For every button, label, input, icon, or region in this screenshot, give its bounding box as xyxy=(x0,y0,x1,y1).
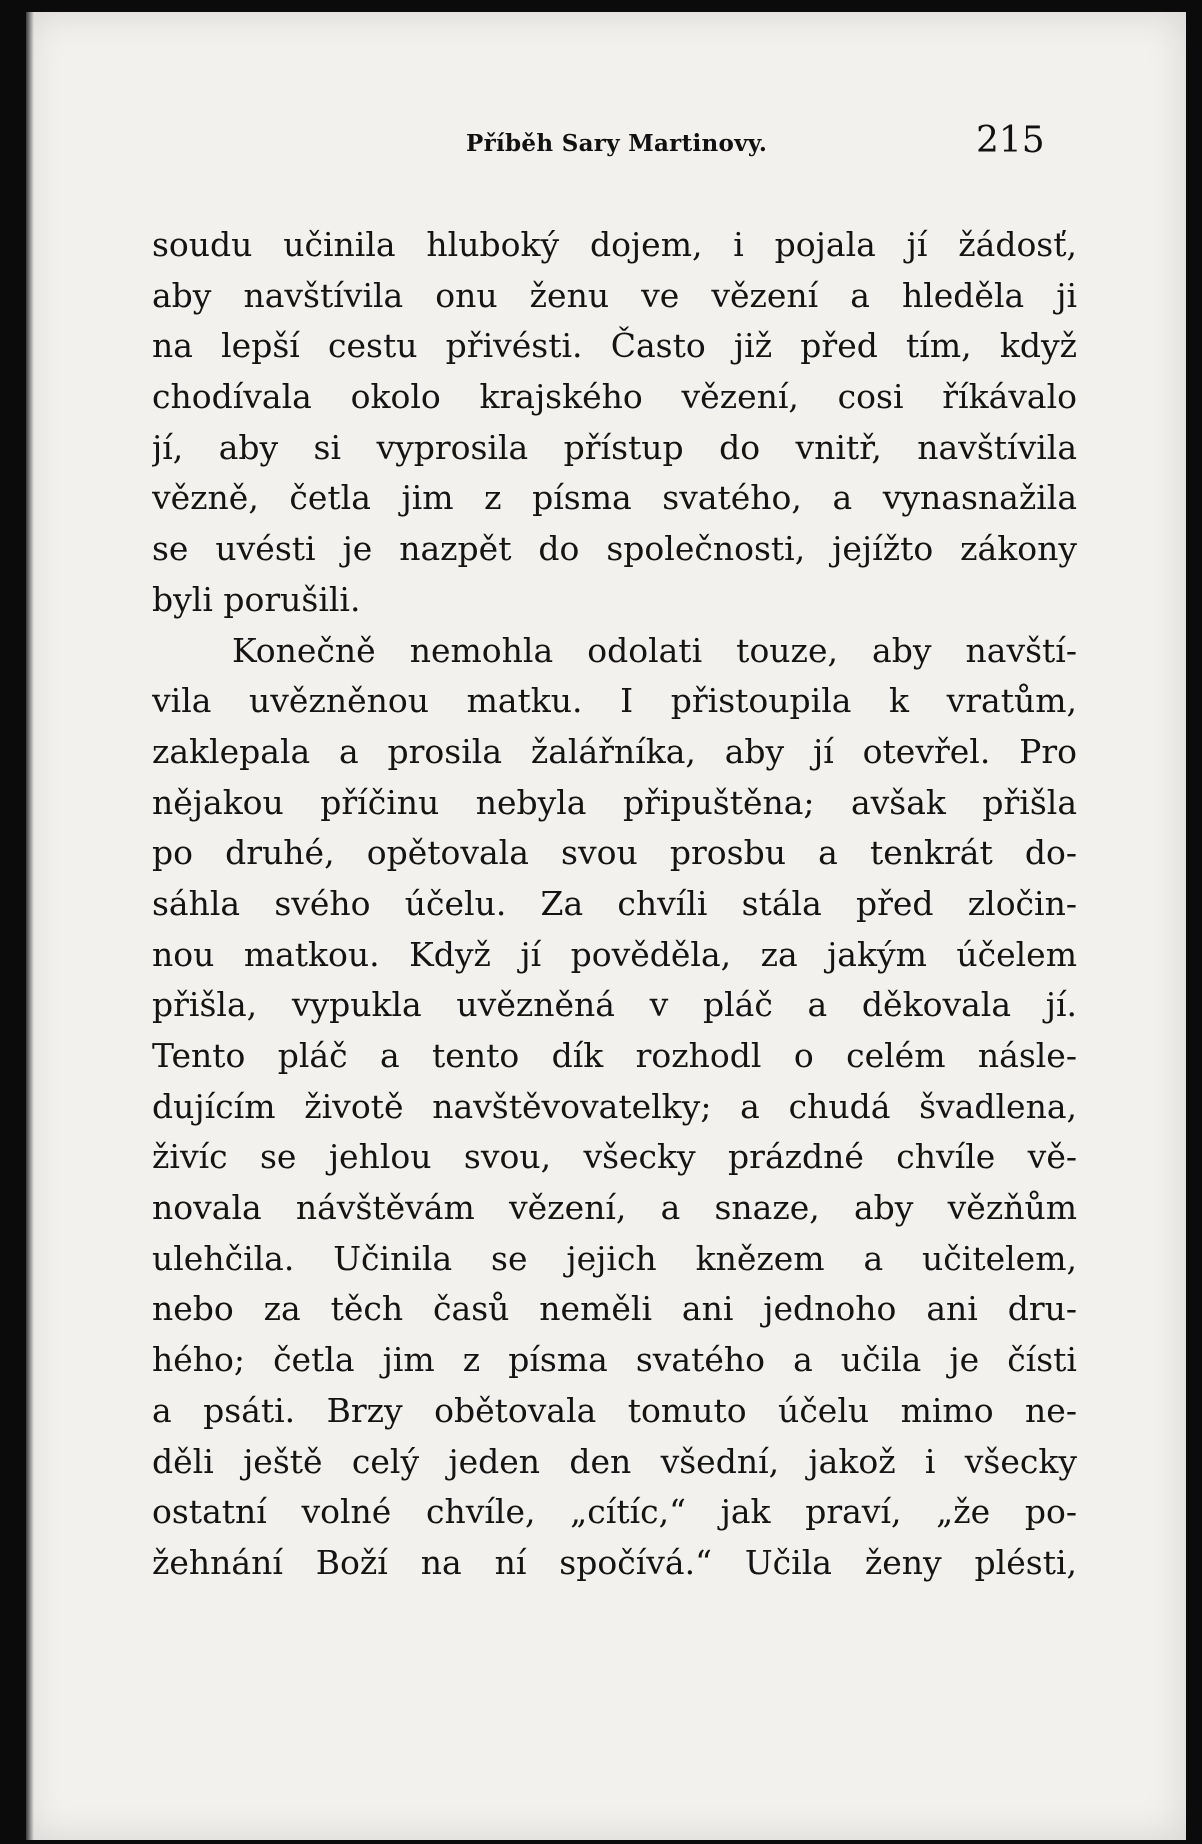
text-line: zaklepala a prosila žalářníka, aby jí otevřel. Pro xyxy=(152,731,1077,771)
text-line: vězně, četla jim z písma svatého, a vynasnažila xyxy=(152,478,1077,518)
text-line: po druhé, opětovala svou prosbu a tenkrát do- xyxy=(152,833,1077,873)
text-line: novala návštěvám vězení, a snaze, aby vězňům xyxy=(152,1188,1077,1228)
text-line: nějakou příčinu nebyla připuštěna; avšak přišla xyxy=(152,782,1077,822)
text-line: aby navštívila onu ženu ve vězení a hleděla ji xyxy=(152,275,1077,315)
text-line: nebo za těch časů neměli ani jednoho ani dru- xyxy=(152,1289,1077,1329)
text-line: a psáti. Brzy obětovala tomuto účelu mimo ne- xyxy=(152,1390,1077,1430)
text-line: ulehčila. Učinila se jejich knězem a učitelem, xyxy=(152,1238,1077,1278)
text-line: hého; četla jim z písma svatého a učila je čísti xyxy=(152,1340,1077,1380)
text-line: ostatní volné chvíle, „cítíc,“ jak praví, „že po- xyxy=(152,1492,1077,1532)
text-line: děli ještě celý jeden den všední, jakož i všecky xyxy=(152,1441,1077,1481)
text-line: přišla, vypukla uvězněná v pláč a děkovala jí. xyxy=(152,985,1077,1025)
text-line: vila uvězněnou matku. I přistoupila k vratům, xyxy=(152,681,1077,721)
text-line: dujícím životě navštěvovatelky; a chudá švadlena, xyxy=(152,1086,1077,1126)
book-page xyxy=(26,12,1186,1840)
text-line: nou matkou. Když jí pověděla, za jakým účelem xyxy=(152,934,1077,974)
text-line: byli porušili. xyxy=(152,579,361,619)
text-line: soudu učinila hluboký dojem, i pojala jí žádosť, xyxy=(152,225,1077,264)
text-line: Tento pláč a tento dík rozhodl o celém násle- xyxy=(152,1036,1077,1075)
text-line: žehnání Boží na ní spočívá.“ Učila ženy plésti, xyxy=(152,1542,1077,1582)
body-text xyxy=(152,220,1077,1589)
text-line: živíc se jehlou svou, všecky prázdné chvíle vě- xyxy=(152,1137,1077,1177)
running-title: Příběh Sary Martinovy. xyxy=(466,130,768,157)
text-line: Konečně nemohla odolati touze, aby navští- xyxy=(232,630,1077,670)
text-line: chodívala okolo krajského vězení, cosi říkávalo xyxy=(152,377,1077,417)
text-line: jí, aby si vyprosila přístup do vnitř, navštívila xyxy=(152,427,1077,467)
page-number: 215 xyxy=(976,120,1045,161)
text-line: sáhla svého účelu. Za chvíli stála před zločin- xyxy=(152,883,1077,923)
text-line: na lepší cestu přivésti. Často již před tím, když xyxy=(152,326,1077,366)
binding-shadow xyxy=(26,12,34,1840)
text-line: se uvésti je nazpět do společnosti, jejížto zákony xyxy=(152,529,1077,569)
